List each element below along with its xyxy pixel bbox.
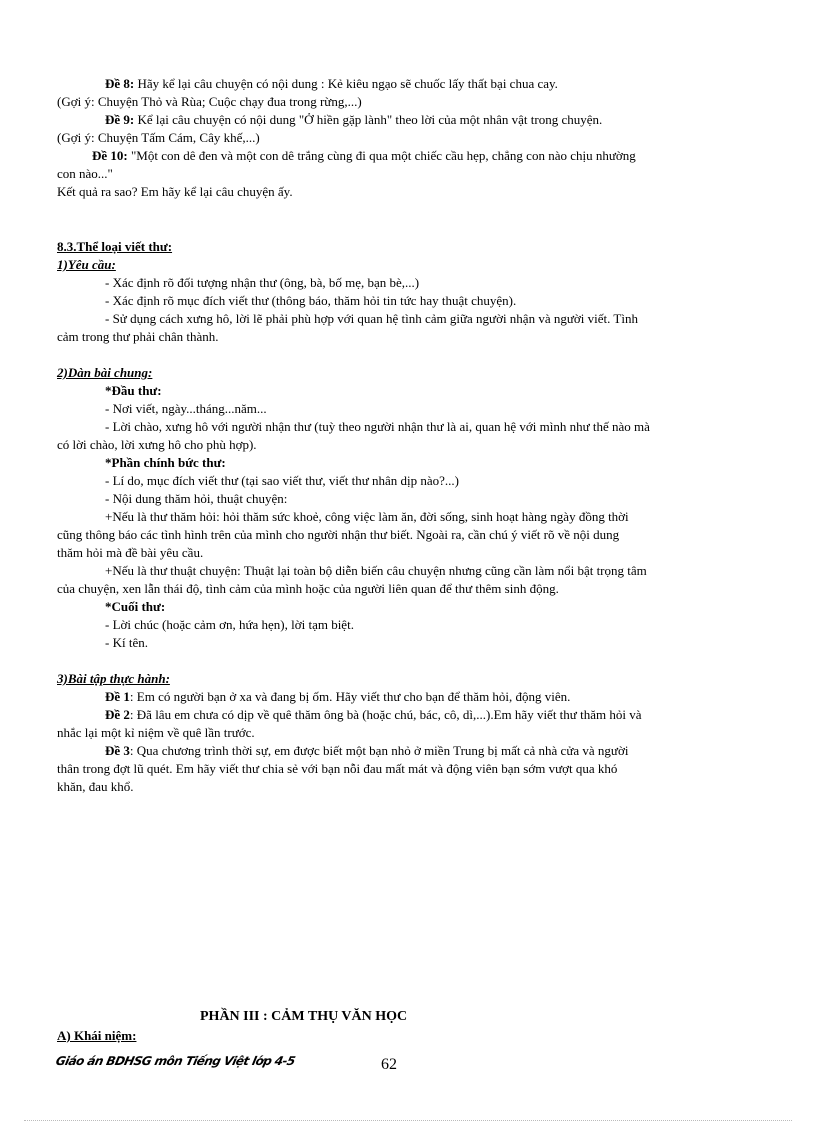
- de9-text: Kể lại câu chuyện có nội dung "Ở hiền gặp lành" theo lời của một nhân vật trong chuyện.: [134, 112, 603, 127]
- de9-line: [105, 111, 602, 128]
- de8-text: Hãy kể lại câu chuyện có nội dung : Kẻ kiêu ngạo sẽ chuốc lấy thất bại chua cay.: [134, 76, 558, 91]
- practice-1: [105, 688, 570, 705]
- part-3-title: PHẦN III : CẢM THỤ VĂN HỌC: [200, 1009, 408, 1024]
- practice-1-label: Đề 1: [105, 689, 130, 704]
- practice-2: [105, 706, 641, 723]
- body-item-3-cont1: cũng thông báo các tình hình trên của mình cho người nhận thư biết. Ngoài ra, cần chú ý viết rõ về nội dung: [57, 527, 620, 542]
- hint9: (Gợi ý: Chuyện Tấm Cám, Cây khế,...): [57, 130, 260, 145]
- body-item-4-cont: của chuyện, xen lẫn thái độ, tình cảm của mình hoặc của người liên quan để thư thêm sinh động.: [57, 581, 559, 596]
- de10-line: [92, 147, 636, 164]
- practice-title: 3)Bài tập thực hành:: [57, 671, 170, 686]
- letter-body-title: *Phần chính bức thư:: [105, 455, 226, 470]
- part-3-a-title: A) Khái niệm:: [57, 1028, 137, 1043]
- body-item-3: +Nếu là thư thăm hỏi: hỏi thăm sức khoẻ, công việc làm ăn, đời sống, sinh hoạt hàng ngày đồng thời: [105, 509, 629, 524]
- result-line: Kết quả ra sao? Em hãy kể lại câu chuyện ấy.: [57, 184, 293, 199]
- practice-1-text: : Em có người bạn ở xa và đang bị ốm. Hãy viết thư cho bạn để thăm hỏi, động viên.: [129, 689, 571, 704]
- section-83-title: 8.3.Thể loại viết thư:: [57, 239, 173, 254]
- requirements-title: 1)Yêu cầu:: [57, 257, 116, 272]
- body-item-3-cont2: thăm hỏi mà đề bài yêu cầu.: [57, 545, 204, 560]
- start-item-1: - Nơi viết, ngày...tháng...năm...: [105, 401, 267, 416]
- body-item-2: - Nội dung thăm hỏi, thuật chuyện:: [105, 491, 288, 506]
- practice-3: [105, 742, 628, 759]
- practice-2-cont: nhắc lại một kỉ niệm về quê lần trước.: [57, 725, 255, 740]
- hint8: (Gợi ý: Chuyện Thỏ và Rùa; Cuộc chạy đua trong rừng,...): [57, 94, 362, 109]
- practice-3-text1: : Qua chương trình thời sự, em được biết một bạn nhỏ ở miền Trung bị mất cả nhà cửa và người: [129, 743, 629, 758]
- body-item-4: +Nếu là thư thuật chuyện: Thuật lại toàn bộ diễn biến câu chuyện nhưng cũng cần làm nổi bật trọng tâm: [105, 563, 647, 578]
- practice-2-label: Đề 2: [105, 707, 130, 722]
- start-item-2: - Lời chào, xưng hô với người nhận thư (tuỳ theo người nhận thư là ai, quan hệ với mình như thế nào mà: [105, 419, 650, 434]
- de10-text2: con nào...": [57, 166, 113, 181]
- end-item-1: - Lời chúc (hoặc cảm ơn, hứa hẹn), lời tạm biệt.: [105, 617, 354, 632]
- body-item-1: - Lí do, mục đích viết thư (tại sao viết thư, viết thư nhân dịp nào?...): [105, 473, 460, 488]
- de9-label: Đề 9:: [105, 112, 135, 127]
- de8-line: [105, 75, 558, 92]
- de10-label: Đề 10:: [92, 148, 128, 163]
- practice-3-cont1: thân trong đợt lũ quét. Em hãy viết thư chia sẻ với bạn nỗi đau mất mát và động viên bạn sớm vượt qua khó: [57, 761, 618, 776]
- letter-start-title: *Đầu thư:: [105, 383, 162, 398]
- start-item-2-cont: có lời chào, lời xưng hô cho phù hợp).: [57, 437, 257, 452]
- footer-divider: [24, 1120, 792, 1121]
- footer-course-title: Giáo án BDHSG môn Tiếng Việt lớp 4-5: [54, 1054, 297, 1068]
- letter-end-title: *Cuối thư:: [105, 599, 166, 614]
- req-item-3-cont: cảm trong thư phải chân thành.: [57, 329, 219, 344]
- de10-text1: "Một con dê đen và một con dê trắng cùng đi qua một chiếc cầu hẹp, chẳng con nào chịu nhường: [127, 148, 636, 163]
- end-item-2: - Kí tên.: [105, 635, 148, 650]
- req-item-1: - Xác định rõ đối tượng nhận thư (ông, bà, bố mẹ, bạn bè,...): [105, 275, 420, 290]
- req-item-3: - Sử dụng cách xưng hô, lời lẽ phải phù hợp với quan hệ tình cảm giữa người nhận và người viết. Tình: [105, 311, 638, 326]
- de8-label: Đề 8:: [105, 76, 135, 91]
- practice-3-label: Đề 3: [105, 743, 130, 758]
- page-number: 62: [381, 1056, 397, 1073]
- practice-3-cont2: khăn, đau khổ.: [57, 779, 134, 794]
- req-item-2: - Xác định rõ mục đích viết thư (thông báo, thăm hỏi tin tức hay thuật chuyện).: [105, 293, 517, 308]
- outline-title: 2)Dàn bài chung:: [57, 365, 153, 380]
- practice-2-text1: : Đã lâu em chưa có dịp về quê thăm ông bà (hoặc chú, bác, cô, dì,...).Em hãy viết thư thăm hỏi và: [129, 707, 642, 722]
